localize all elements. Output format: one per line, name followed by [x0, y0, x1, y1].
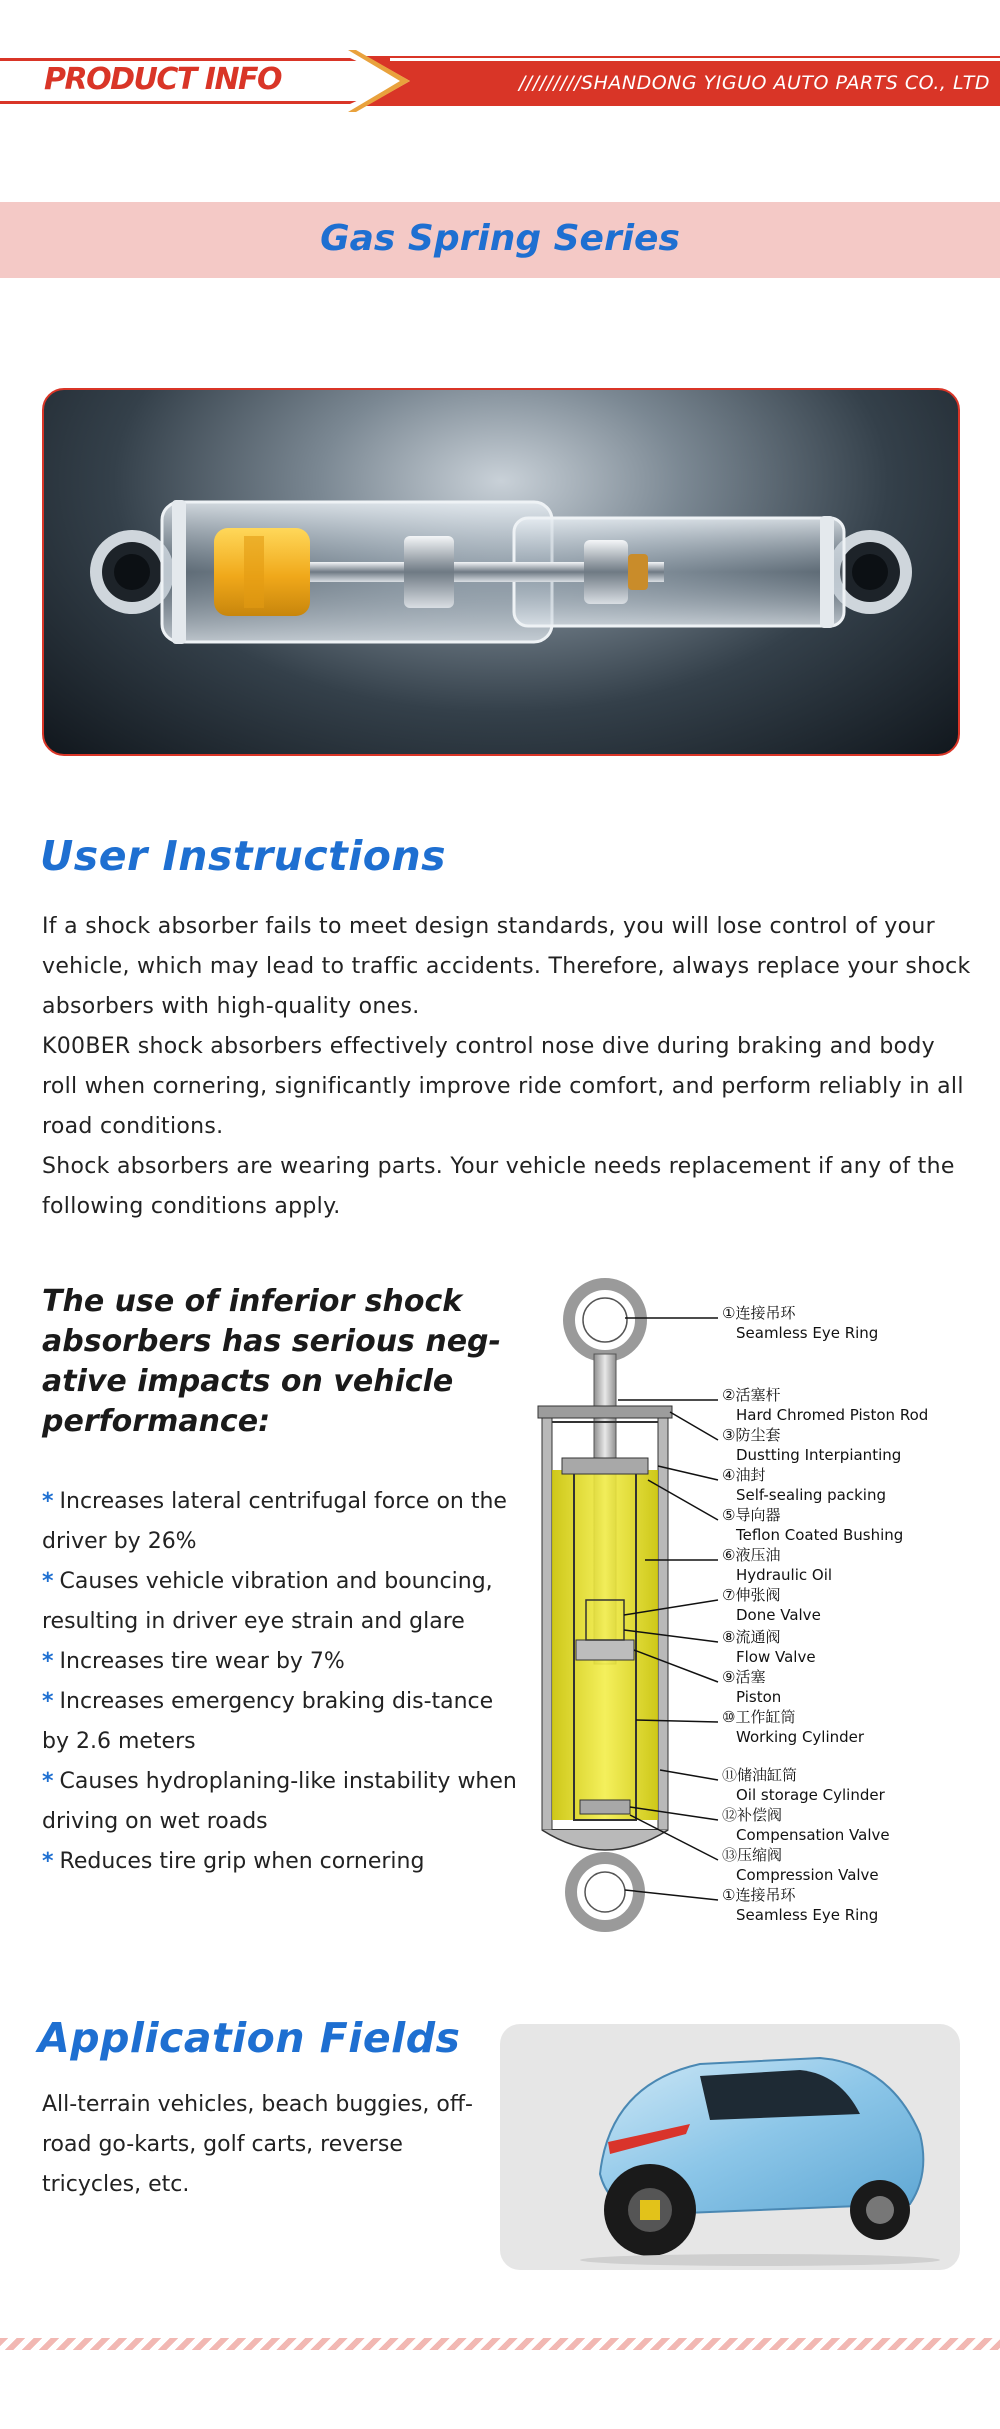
diagram-part-3-en: Dustting Interpianting [736, 1446, 902, 1464]
diagram-part-13-en: Compression Valve [736, 1866, 879, 1884]
instructions-paragraph-1: If a shock absorber fails to meet design standards, you will lose control of your vehicle, which may lead to traffic accidents. Therefore, always replace your shock absorbers with high-quality ones. [42, 914, 971, 1019]
application-text: All-terrain vehicles, beach buggies, off-road go-karts, golf carts, reverse tricycles, etc. [42, 2092, 473, 2197]
diagram-part-7: ⑦伸张阀 [722, 1586, 781, 1604]
diagram-part-7-en: Done Valve [736, 1606, 821, 1624]
impacts-list [42, 1482, 522, 1882]
diagram-part-1-en: Seamless Eye Ring [736, 1324, 879, 1342]
tricycle-illustration [500, 2024, 960, 2270]
impacts-heading: The use of inferior shock absorbers has serious neg-ative impacts on vehicle performance: [42, 1284, 501, 1439]
bullet-star: * [42, 1689, 54, 1714]
hero-product-image [42, 388, 960, 756]
diagram-part-4: ④油封 [722, 1466, 766, 1484]
instructions-paragraph-3: Shock absorbers are wearing parts. Your vehicle needs replacement if any of the following conditions apply. [42, 1154, 955, 1219]
diagram-part-12-en: Compensation Valve [736, 1826, 890, 1844]
diagram-part-12: ⑫补偿阀 [722, 1806, 783, 1824]
diagram-part-9-en: Piston [736, 1688, 782, 1706]
series-title: Gas Spring Series [320, 218, 680, 259]
diagram-part-6: ⑥液压油 [722, 1546, 781, 1564]
bullet-star: * [42, 1769, 54, 1794]
diagram-part-4-en: Self-sealing packing [736, 1486, 886, 1504]
diagram-part-9: ⑨活塞 [722, 1668, 766, 1686]
application-vehicle-photo [500, 2024, 960, 2270]
diagram-part-6-en: Hydraulic Oil [736, 1566, 833, 1584]
diagram-part-2-en: Hard Chromed Piston Rod [736, 1406, 929, 1424]
diagram-part-14-en: Seamless Eye Ring [736, 1906, 879, 1924]
diagram-part-10-en: Working Cylinder [736, 1728, 865, 1746]
diagram-part-3: ③防尘套 [722, 1426, 781, 1444]
bullet-star: * [42, 1649, 54, 1674]
list-item: * Increases tire wear by 7% [42, 1649, 345, 1674]
list-item: * Increases emergency braking dis-tance by 2.6 meters [42, 1689, 494, 1754]
bullet-star: * [42, 1569, 54, 1594]
diagram-part-5-en: Teflon Coated Bushing [736, 1526, 904, 1544]
instructions-paragraph-2: K00BER shock absorbers effectively control nose dive during braking and body roll when cornering, significantly improve ride comfort, and perform reliably in all road conditions. [42, 1034, 964, 1139]
diagram-part-13: ⑬压缩阀 [722, 1846, 783, 1864]
diagram-part-5: ⑤导向器 [722, 1506, 781, 1524]
bullet-star: * [42, 1849, 54, 1874]
diagram-part-2: ②活塞杆 [722, 1386, 781, 1404]
footer-stripe [0, 2338, 1000, 2350]
product-info-title: PRODUCT INFO [44, 62, 282, 97]
shock-absorber-illustration [44, 390, 958, 754]
diagram-part-14: ①连接吊环 [722, 1886, 796, 1904]
diagram-part-11-en: Oil storage Cylinder [736, 1786, 885, 1804]
diagram-part-10: ⑩工作缸筒 [722, 1708, 796, 1726]
header-rule [390, 58, 1000, 61]
diagram-part-1: ①连接吊环 [722, 1304, 796, 1322]
diagram-part-11: ⑪储油缸筒 [722, 1766, 798, 1784]
user-instructions-heading: User Instructions [40, 832, 447, 880]
list-item: * Causes hydroplaning-like instability when driving on wet roads [42, 1769, 517, 1834]
company-name: /////////SHANDONG YIGUO AUTO PARTS CO., LTD [518, 72, 990, 94]
list-item: * Reduces tire grip when cornering [42, 1849, 425, 1874]
shock-absorber-diagram [520, 1270, 980, 1940]
page-header [0, 50, 1000, 112]
cutaway-illustration [520, 1270, 980, 1940]
list-item: * Causes vehicle vibration and bouncing, resulting in driver eye strain and glare [42, 1569, 493, 1634]
bullet-star: * [42, 1489, 54, 1514]
diagram-part-8-en: Flow Valve [736, 1648, 816, 1666]
list-item: * Increases lateral centrifugal force on the driver by 26% [42, 1489, 507, 1554]
application-fields-heading: Application Fields [38, 2014, 461, 2062]
diagram-part-8: ⑧流通阀 [722, 1628, 781, 1646]
